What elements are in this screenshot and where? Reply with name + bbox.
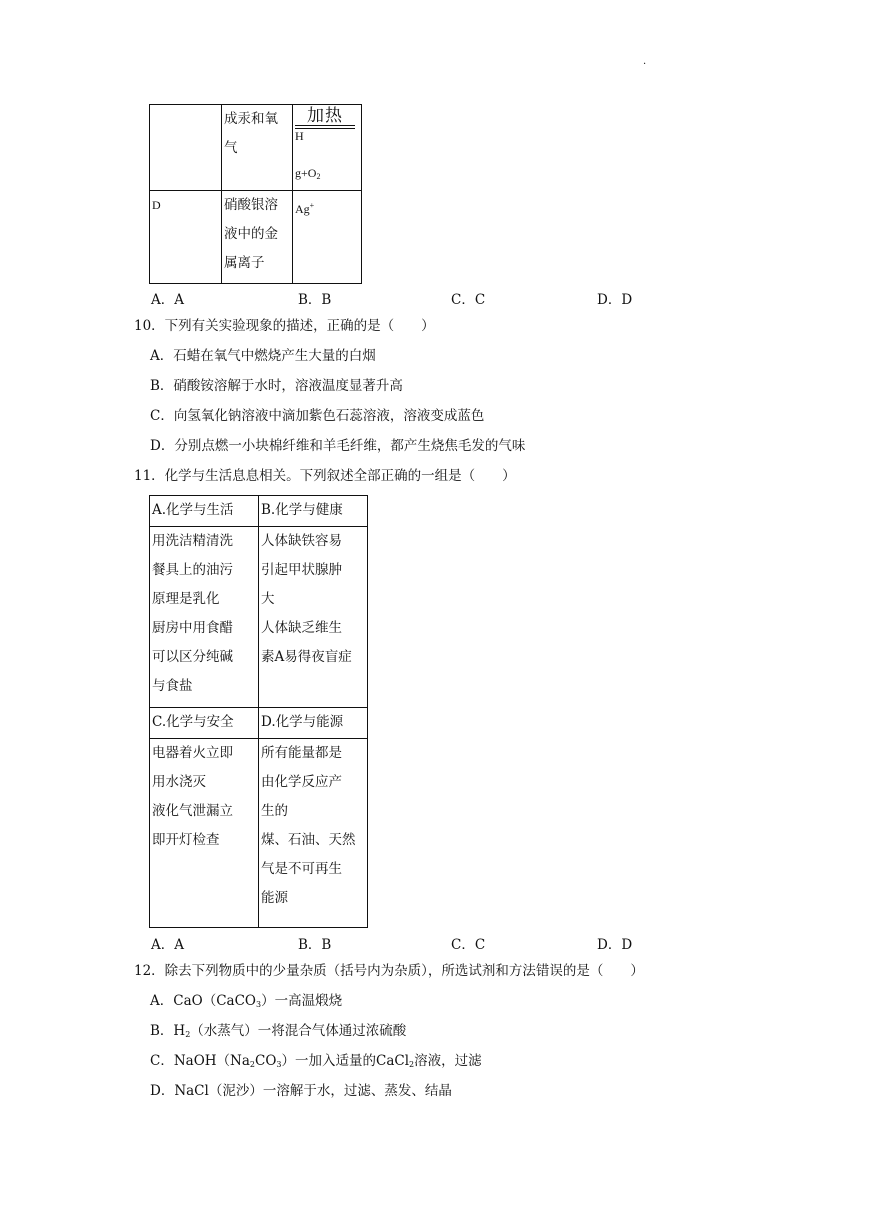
q10-option-c[interactable]: C．向氢氧化钠溶液中滴加紫色石蕊溶液，溶液变成蓝色 <box>150 408 485 424</box>
q11-cell-a <box>150 527 259 708</box>
q12-c-tail: 溶液，过滤 <box>414 1053 482 1069</box>
q12-c-sub: 2 <box>249 1060 255 1069</box>
q11-cell-d <box>259 739 368 928</box>
q9-option-a[interactable]: A．A <box>151 292 184 308</box>
q11-cell-c <box>150 739 259 928</box>
row-d-text3: 属离子 <box>224 255 265 271</box>
q10-option-a[interactable]: A．石蜡在氧气中燃烧产生大量的白烟 <box>150 348 376 364</box>
q11-d-line: 由化学反应产 <box>261 774 342 790</box>
q11-table <box>149 495 368 928</box>
table-row <box>150 527 368 708</box>
q12-c-sub: 2 <box>409 1060 415 1069</box>
q12-a-text: A．CaO（CaCO <box>150 993 256 1009</box>
q12-b-tail: （水蒸气）一将混合气体通过浓硫酸 <box>190 1023 407 1039</box>
q11-c-line: 电器着火立即 <box>152 745 233 761</box>
q11-option-b[interactable]: B．B <box>298 937 332 953</box>
q11-d-line: 能源 <box>261 890 288 906</box>
q11-b-line: 大 <box>261 591 275 607</box>
q11-a-line: 可以区分纯碱 <box>152 649 233 665</box>
table-row <box>150 496 368 527</box>
q11-a-line: 餐具上的油污 <box>152 562 233 578</box>
equation-sub: 2 <box>316 172 321 181</box>
row-c-text1: 成汞和氧 <box>224 111 278 127</box>
q12-option-b[interactable] <box>150 1021 406 1045</box>
q11-head-d: D.化学与能源 <box>259 708 368 739</box>
row-d-text2: 液中的金 <box>224 226 278 242</box>
q11-a-line: 原理是乳化 <box>152 591 220 607</box>
q11-b-line: 素A易得夜盲症 <box>261 649 352 665</box>
q12-a-tail: ）一高温煅烧 <box>261 993 343 1009</box>
q11-c-line: 液化气泄漏立 <box>152 803 233 819</box>
row-c-equation <box>293 105 362 191</box>
q11-c-line: 用水浇灭 <box>152 774 206 790</box>
q12-option-c[interactable] <box>150 1051 482 1075</box>
q11-a-line: 与食盐 <box>152 678 193 694</box>
q12-c-text: C．NaOH（Na <box>150 1053 250 1069</box>
q11-c-line: 即开灯检查 <box>152 832 220 848</box>
q12-c-sub: 3 <box>276 1060 282 1069</box>
q11-cell-b <box>259 527 368 708</box>
q11-option-a[interactable]: A．A <box>151 937 184 953</box>
q11-head-b: B.化学与健康 <box>259 496 368 527</box>
q12-c-mid2: ）一加入适量的CaCl <box>281 1053 410 1069</box>
q9-option-d[interactable]: D．D <box>597 292 633 308</box>
q10-stem: 10．下列有关实验现象的描述，正确的是（ ） <box>134 318 435 334</box>
q9-option-b[interactable]: B．B <box>298 292 332 308</box>
q12-option-d[interactable]: D．NaCl（泥沙）一溶解于水，过滤、蒸发、结晶 <box>150 1083 452 1099</box>
row-d-col3 <box>293 191 362 284</box>
q12-b-text: B．H <box>150 1023 186 1039</box>
table-row <box>150 105 362 191</box>
q11-d-line: 生的 <box>261 803 288 819</box>
page-mark: . <box>643 56 647 67</box>
table-row <box>150 191 362 284</box>
q12-a-sub: 3 <box>255 1000 262 1009</box>
row-c-col2 <box>222 105 293 191</box>
q11-head-a: A.化学与生活 <box>150 496 259 527</box>
q11-option-d[interactable]: D．D <box>597 937 633 953</box>
q12-b-sub: 2 <box>185 1030 191 1039</box>
equation-tail: H <box>295 129 304 143</box>
q11-b-line: 人体缺铁容易 <box>261 533 342 549</box>
equation-products: g+O <box>295 166 317 180</box>
q11-d-line: 所有能量都是 <box>261 745 342 761</box>
q11-a-line: 用洗洁精清洗 <box>152 533 233 549</box>
q11-d-line: 煤、石油、天然 <box>261 832 356 848</box>
row-c-col1 <box>150 105 222 191</box>
row-d-col2 <box>222 191 293 284</box>
q11-b-line: 人体缺乏维生 <box>261 620 342 636</box>
silver-ion-charge: + <box>309 201 315 210</box>
q11-a-line: 厨房中用食醋 <box>152 620 233 636</box>
q11-option-c[interactable]: C．C <box>451 937 486 953</box>
q11-stem: 11．化学与生活息息相关。下列叙述全部正确的一组是（ ） <box>134 468 516 484</box>
table-row <box>150 739 368 928</box>
q10-option-b[interactable]: B．硝酸铵溶解于水时，溶液温度显著升高 <box>150 378 403 394</box>
q9-option-c[interactable]: C．C <box>451 292 486 308</box>
q12-c-mid: CO <box>255 1053 277 1069</box>
row-d-text1: 硝酸银溶 <box>224 197 278 213</box>
q11-b-line: 引起甲状腺肿 <box>261 562 342 578</box>
heat-condition <box>295 107 355 129</box>
q11-d-line: 气是不可再生 <box>261 861 342 877</box>
silver-ion: Ag <box>295 202 310 216</box>
q9-table <box>149 104 362 284</box>
q12-stem: 12．除去下列物质中的少量杂质（括号内为杂质），所选试剂和方法错误的是（ ） <box>134 963 644 979</box>
q10-option-d[interactable]: D．分别点燃一小块棉纤维和羊毛纤维，都产生烧焦毛发的气味 <box>150 438 526 454</box>
q11-head-c: C.化学与安全 <box>150 708 259 739</box>
heat-label: 加热 <box>307 106 343 126</box>
row-c-text2: 气 <box>224 140 238 156</box>
q12-option-a[interactable] <box>150 991 342 1015</box>
table-row <box>150 708 368 739</box>
row-d-col1: D <box>150 191 222 284</box>
